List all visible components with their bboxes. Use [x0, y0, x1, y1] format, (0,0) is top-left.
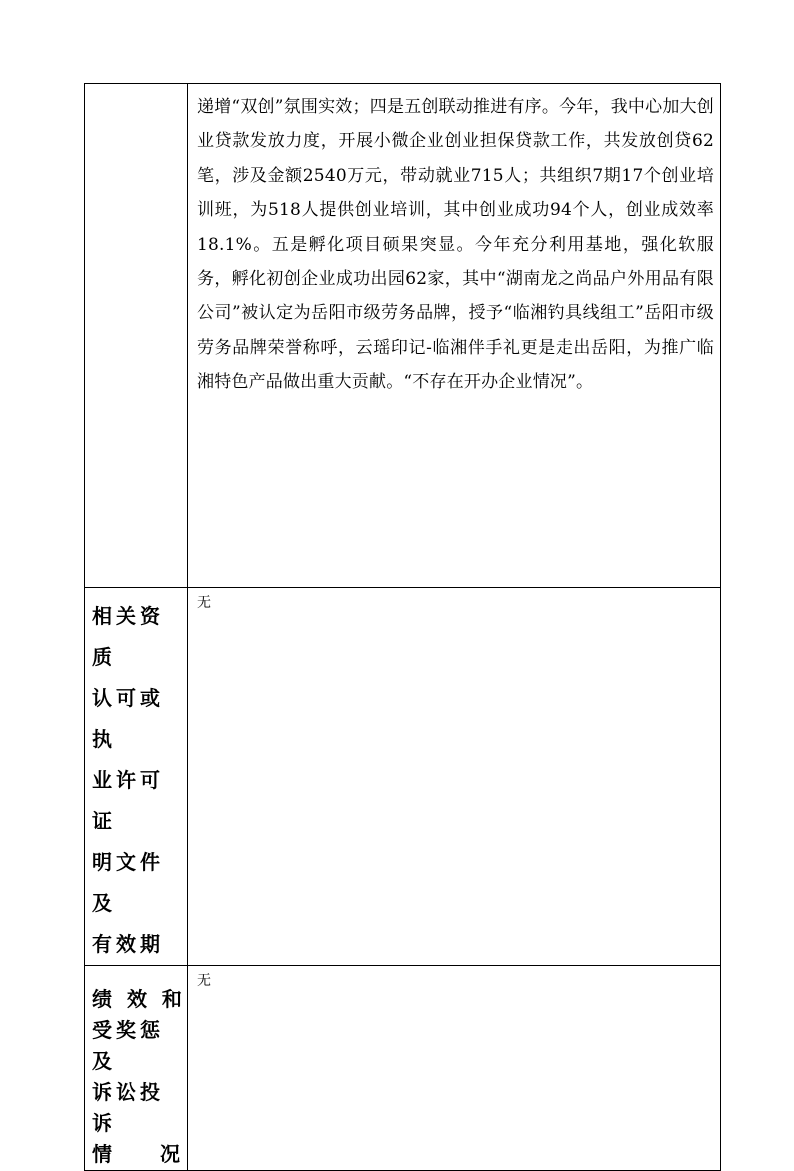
performance-label — [85, 966, 187, 1170]
content-cell — [188, 84, 721, 588]
qualification-value-cell — [188, 588, 721, 966]
qualification-label — [85, 588, 187, 965]
performance-value-cell — [188, 966, 721, 1171]
label-char: 况 — [160, 1142, 180, 1166]
main-paragraph: 递增“双创”氛围实效；四是五创联动推进有序。今年，我中心加大创业贷款发放力度，开展小微企业创业担保贷款工作，共发放创贷62笔，涉及金额2540万元，带动就业715人；共组织7期17个创业培训班，为518人提供创业培训，其中创业成功94个人，创业成效率18.1%。五是孵化项目硕果突显。今年充分利用基地，强化软服务，孵化初创企业成功出园62家，其中“湖南龙之尚品户外用品有限公司”被认定为岳阳市级劳务品牌，授予“临湘钓具线组工”岳阳市级劳务品牌荣誉称呼，云瑶印记-临湘伴手礼更是走出岳阳，为推广临湘特色产品做出重大贡献。“不存在开办企业情况”。 — [197, 97, 714, 393]
label-line: 认可或执 — [92, 686, 164, 751]
label-line: 明文件及 — [92, 850, 164, 915]
performance-label-cell — [85, 966, 188, 1171]
performance-value: 无 — [197, 973, 211, 989]
table-row — [85, 588, 721, 966]
label-char: 情 — [92, 1142, 112, 1166]
qualification-value: 无 — [197, 595, 211, 611]
qualification-label-cell — [85, 588, 188, 966]
label-line: 绩 效 和 — [92, 987, 186, 1011]
empty-label-cell — [85, 84, 188, 588]
label-line: 相关资质 — [92, 604, 164, 669]
label-line: 业许可证 — [92, 768, 164, 833]
info-table — [84, 83, 721, 1171]
label-line: 受奖惩及 — [92, 1018, 164, 1073]
label-line: 有效期 — [92, 932, 164, 956]
label-line: 诉讼投诉 — [92, 1080, 164, 1135]
table-row — [85, 84, 721, 588]
label-line — [92, 1139, 180, 1170]
table-row — [85, 966, 721, 1171]
